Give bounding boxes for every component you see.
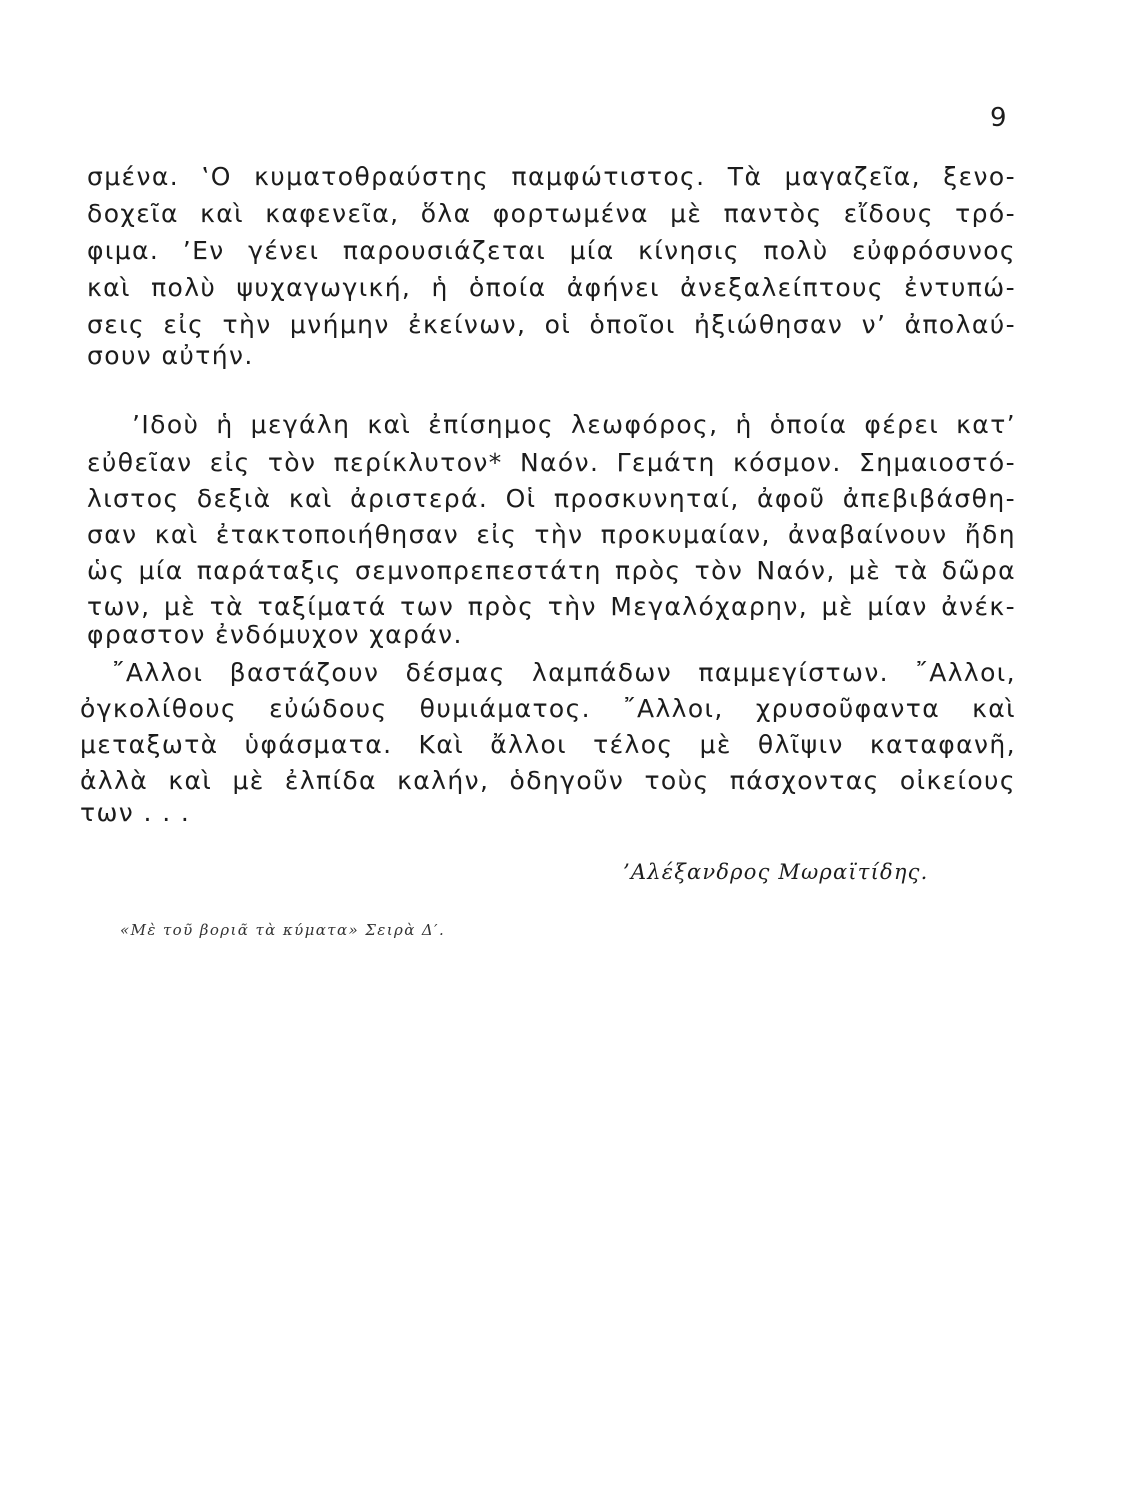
text-line: καὶ πολὺ ψυχαγωγική, ἡ ὁποία ἀφήνει ἀνεξαλείπτους ἐντυπώ- — [87, 273, 1016, 302]
text-line: των, μὲ τὰ ταξίματά των πρὸς τὴν Μεγαλόχαρην, μὲ μίαν ἀνέκ- — [87, 592, 1016, 621]
text-line: εὐθεῖαν εἰς τὸν περίκλυτον* Ναόν. Γεμάτη κόσμον. Σημαιοστό- — [87, 448, 1016, 477]
text-line: σμένα. ‛Ο κυματοθραύστης παμφώτιστος. Τὰ μαγαζεῖα, ξενο- — [87, 162, 1016, 191]
text-line: ὡς μία παράταξις σεμνοπρεπεστάτη πρὸς τὸν Ναόν, μὲ τὰ δῶρα — [87, 556, 1016, 585]
text-line: μεταξωτὰ ὑφάσματα. Καὶ ἄλλοι τέλος μὲ θλῖψιν καταφανῆ, — [80, 730, 1016, 759]
text-line: σεις εἰς τὴν μνήμην ἐκείνων, οἱ ὁποῖοι ἠξιώθησαν ν’ ἀπολαύ- — [87, 310, 1016, 339]
text-line: ἀλλὰ καὶ μὲ ἐλπίδα καλήν, ὁδηγοῦν τοὺς πάσχοντας οἰκείους — [80, 766, 1016, 795]
text-line: ὀγκολίθους εὐώδους θυμιάματος. ῎Αλλοι, χρυσοῦφαντα καὶ — [80, 694, 1016, 723]
text-line: δοχεῖα καὶ καφενεῖα, ὅλα φορτωμένα μὲ παντὸς εἴδους τρό- — [87, 199, 1016, 228]
text-line: φιμα. ’Εν γένει παρουσιάζεται μία κίνησις πολὺ εὐφρόσυνος — [87, 236, 1016, 265]
text-line: σουν αὐτήν. — [87, 341, 254, 370]
text-line: ’Ιδοὺ ἡ μεγάλη καὶ ἐπίσημος λεωφόρος, ἡ ὁποία φέρει κατ’ — [132, 410, 1016, 439]
text-line: φραστον ἐνδόμυχον χαράν. — [87, 620, 463, 649]
author-signature: ’Αλέξανδρος Μωραϊτίδης. — [623, 860, 929, 884]
text-line: ῎Αλλοι βαστάζουν δέσμας λαμπάδων παμμεγίστων. ῎Αλλοι, — [112, 658, 1016, 687]
source-citation: «Μὲ τοῦ βοριᾶ τὰ κύματα» Σειρὰ Δ′. — [120, 921, 446, 939]
text-line: λιστος δεξιὰ καὶ ἀριστερά. Οἱ προσκυνηταί, ἀφοῦ ἀπεβιβάσθη- — [87, 484, 1016, 513]
text-line: σαν καὶ ἐτακτοποιήθησαν εἰς τὴν προκυμαίαν, ἀναβαίνουν ἤδη — [87, 520, 1016, 549]
page-number: 9 — [990, 103, 1007, 133]
text-line: των . . . — [80, 798, 191, 827]
